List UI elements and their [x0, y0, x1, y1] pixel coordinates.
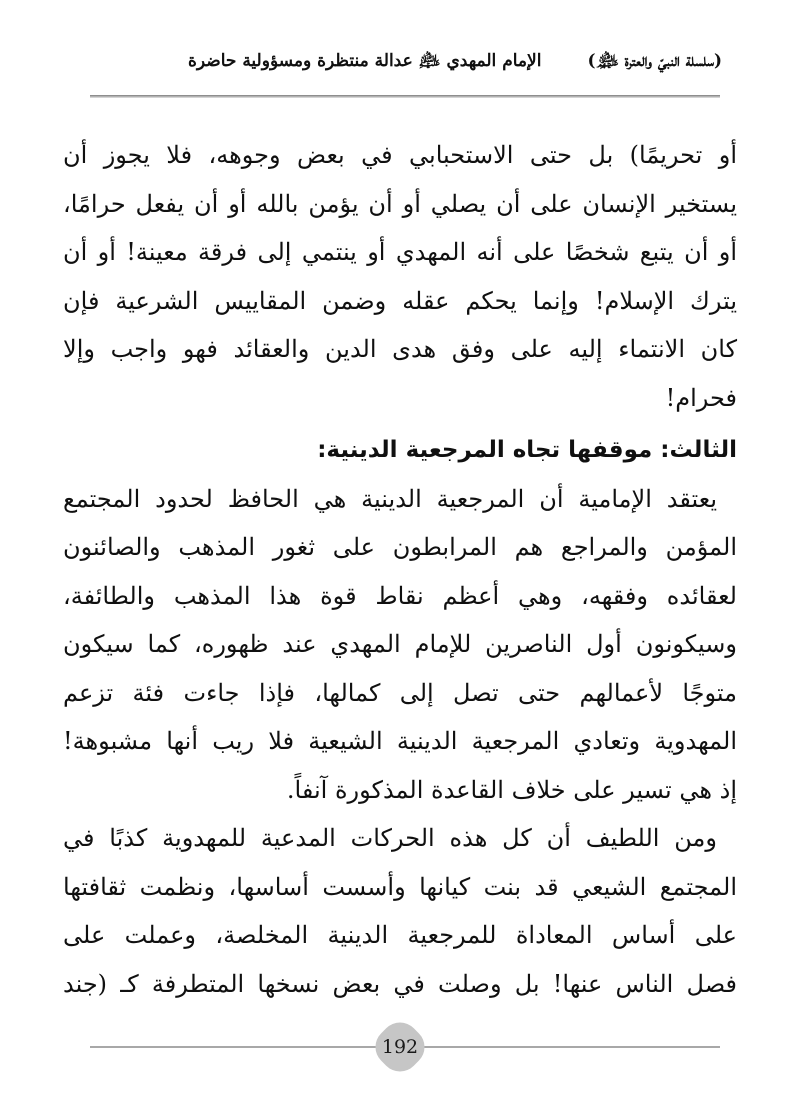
header-divider [90, 95, 720, 98]
page-body [63, 131, 737, 1008]
section-heading: الثالث: موقفها تجاه المرجعية الدينية: [317, 437, 737, 463]
book-title: الإمام المهدي ﵇ عدالة منتظرة ومسؤولية حاضرة [187, 51, 542, 71]
paragraph-1 [63, 131, 737, 422]
text-line: أو أن يتبع شخصًا على أنه المهدي أو ينتمي إلى فرقة معينة! أو أن [63, 238, 737, 266]
text-line: فصل الناس عنها! بل وصلت في بعض نسخها المتطرفة كـ (جند [63, 969, 737, 998]
page-number: 192 [381, 1036, 419, 1058]
page-number-badge [367, 1014, 432, 1079]
text-line: المجتمع الشيعي قد بنت كيانها وأسست أساسها، ونظمت ثقافتها [63, 872, 737, 901]
series-title: (سلسلة النبيّ والعترة ﵈) [587, 51, 722, 71]
text-line: لعقائده وفقهه، وهي أعظم نقاط قوة هذا المذهب والطائفة، [63, 581, 737, 610]
text-line: المهدوية وتعادي المرجعية الدينية الشيعية فلا ريب أنها مشبوهة! [63, 727, 737, 755]
text-line: ومن اللطيف أن كل هذه الحركات المدعية للمهدوية كذبًا في [63, 824, 717, 852]
paragraph-2 [63, 475, 737, 815]
text-line: المؤمن والمراجع هم المرابطون على ثغور المذهب والصائنون [63, 533, 737, 561]
text-line: إذ هي تسير على خلاف القاعدة المذكورة آنفاً. [286, 775, 737, 804]
paragraph-3 [63, 814, 737, 1008]
page-header [63, 50, 722, 75]
text-line: فحرام! [665, 383, 737, 412]
text-line: يترك الإسلام! وإنما يحكم عقله وضمن المقاييس الشرعية فإن [63, 286, 737, 315]
text-line: يستخير الإنسان على أن يصلي أو أن يؤمن بالله أو أن يفعل حرامًا، [63, 189, 737, 218]
text-line: وسيكونون أول الناصرين للإمام المهدي عند ظهوره، كما سيكون [63, 630, 737, 658]
text-line: على أساس المعاداة للمرجعية الدينية المخلصة، وعملت على [63, 921, 737, 949]
text-line: كان الانتماء إليه على وفق هدى الدين والعقائد فهو واجب وإلا [63, 335, 737, 363]
text-line: متوجًا لأعمالهم حتى تصل إلى كمالها، فإذا جاءت فئة تزعم [63, 678, 737, 707]
text-line: أو تحريمًا) بل حتى الاستحبابي في بعض وجوهه، فلا يجوز أن [63, 141, 737, 169]
text-line: يعتقد الإمامية أن المرجعية الدينية هي الحافظ لحدود المجتمع [63, 484, 717, 513]
